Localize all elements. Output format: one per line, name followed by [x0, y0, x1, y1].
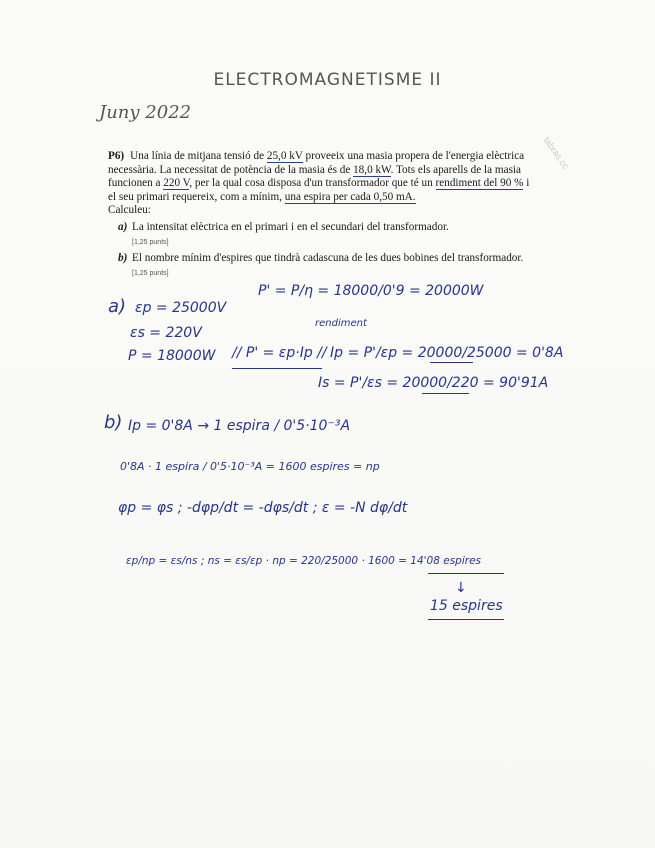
rendiment-note: rendiment: [315, 318, 367, 329]
problem-text-3: . Tots els aparells de la masia funcionen a: [108, 163, 522, 190]
given-p: P = 18000W: [128, 348, 216, 364]
question-a: [108, 221, 533, 235]
problem-text-2: proveeix una masia propera de l'energia elèctrica necessària. La necessitat de potència de la masia és de: [108, 150, 525, 176]
flux-equations: φp = φs ; -dφp/dt = -dφs/dt ; ε = -N dφ/dt: [118, 500, 408, 516]
problem-number: P6): [108, 150, 125, 162]
turns-requirement: una espira per cada 0,50 mA.: [284, 190, 416, 203]
ip-underline: [430, 362, 473, 363]
problem-text-1: Una línia de mitjana tensió de: [130, 150, 267, 162]
given-es: εs = 220V: [130, 325, 202, 341]
final-underline: [428, 619, 504, 620]
np-calc: 0'8A · 1 espira / 0'5·10⁻³A = 1600 espires = np: [120, 460, 380, 473]
question-b: [108, 252, 533, 266]
question-b-label: b): [118, 252, 128, 265]
p-prime-formula: P' = P/η = 18000/0'9 = 20000W: [258, 283, 484, 299]
power-demand: 18,0 kW: [353, 163, 391, 176]
ip-result: Ip = P'/εp = 20000/25000 = 0'8A: [330, 345, 564, 361]
secondary-voltage: 220 V: [163, 177, 190, 190]
question-a-label: a): [118, 220, 128, 233]
solution-b-label: b): [104, 412, 123, 433]
page-title: ELECTROMAGNETISME II: [213, 70, 442, 90]
relation-underline: [232, 368, 322, 369]
ratio-equation: εp/np = εs/ns ; ns = εs/εp · np = 220/25000 · 1600 = 14'08 espires: [126, 555, 482, 567]
question-b-text: El nombre mínim d'espires que tindrà cadascuna de les dues bobines del transformador.: [132, 252, 524, 265]
problem-text-5: i el seu primari requereix, com a mínim,: [108, 177, 530, 203]
question-b-points: [1,25 punts]: [132, 269, 169, 277]
round-arrow: ↓: [455, 580, 467, 596]
given-ep: εp = 25000V: [135, 300, 227, 316]
is-result: Is = P'/εs = 20000/220 = 90'91A: [318, 375, 549, 391]
primary-voltage: 25,0 kV: [266, 150, 303, 162]
watermark: tabras.cc: [541, 135, 571, 171]
question-a-text: La intensitat elèctrica en el primari i en el secundari del transformador.: [132, 220, 449, 233]
final-answer: 15 espires: [430, 598, 503, 614]
ip-b: Ip = 0'8A → 1 espira / 0'5·10⁻³A: [128, 418, 351, 434]
ratio-underline: [428, 573, 504, 574]
problem-statement: [108, 150, 533, 280]
power-relation: // P' = εp·Ip //: [232, 345, 327, 361]
efficiency: rendiment del 90 %: [435, 177, 524, 190]
is-underline: [422, 393, 469, 394]
problem-text-4: , per la qual cosa disposa d'un transformador que té un: [189, 177, 436, 190]
solution-a-label: a): [108, 296, 127, 317]
question-a-points: [1,25 punts]: [132, 238, 169, 246]
question-prompt: Calculeu:: [108, 204, 151, 217]
exam-date: Juny 2022: [99, 102, 192, 123]
